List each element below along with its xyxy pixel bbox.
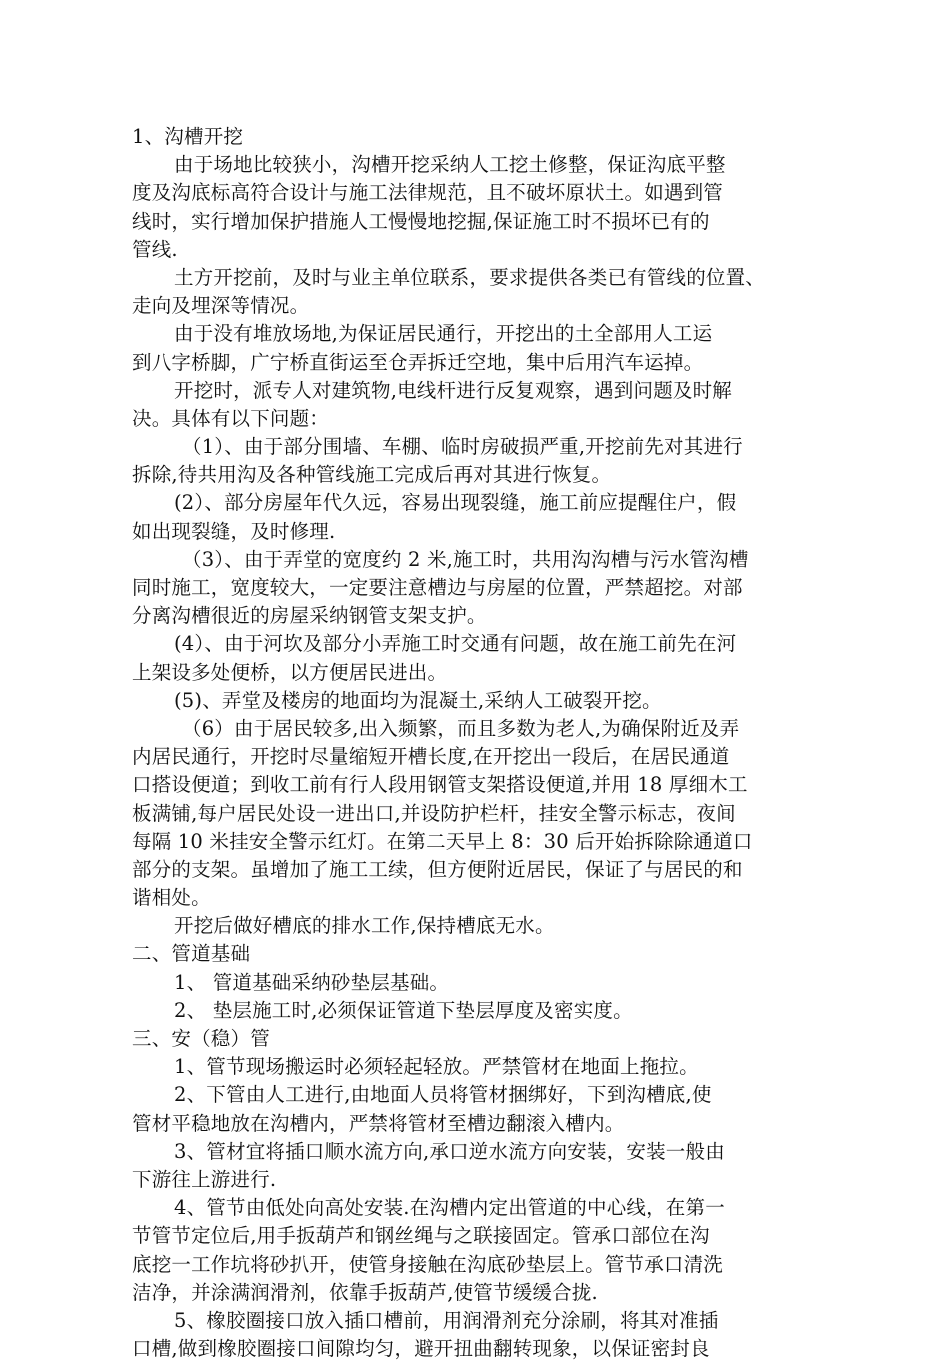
text-line: 走向及埋深等情况。 [132, 294, 310, 318]
text-line: 每隔 10 米挂安全警示红灯。在第二天早上 8：30 后开始拆除除通道口 [132, 829, 753, 853]
document-body [132, 123, 852, 1363]
text-line: 1、管节现场搬运时必须轻起轻放。严禁管材在地面上拖拉。 [174, 1055, 699, 1079]
text-line: 部分的支架。虽增加了施工工续，但方便附近居民，保证了与居民的和 [132, 857, 743, 881]
text-line: 开挖后做好槽底的排水工作,保持槽底无水。 [174, 914, 555, 938]
text-line: (5)、弄堂及楼房的地面均为混凝土,采纳人工破裂开挖。 [174, 688, 662, 712]
text-line: 口搭设便道；到收工前有行人段用钢管支架搭设便道,并用 18 厚细木工 [132, 773, 748, 797]
text-line: 底挖一工作坑将砂扒开，使管身接触在沟底砂垫层上。管节承口清洗 [132, 1252, 724, 1276]
text-line: 板满铺,每户居民处设一进出口,并设防护栏杆，挂安全警示标志，夜间 [132, 801, 736, 825]
text-line: 2、下管由人工进行,由地面人员将管材捆绑好，下到沟槽底,使 [174, 1083, 712, 1107]
text-line: 到八字桥脚，广宁桥直街运至仓弄拆迁空地，集中后用汽车运掉。 [132, 350, 704, 374]
text-line: 土方开挖前，及时与业主单位联系，要求提供各类已有管线的位置、 [174, 265, 766, 289]
text-line: 下游往上游进行. [132, 1167, 277, 1191]
text-line: 管线. [132, 237, 178, 261]
text-line: 三、安（稳）管 [132, 1027, 270, 1050]
text-line: 管材平稳地放在沟槽内，严禁将管材至槽边翻滚入槽内。 [132, 1111, 625, 1135]
text-line: 线时，实行增加保护措施人工慢慢地挖掘,保证施工时不损坏已有的 [132, 209, 710, 233]
text-line: （6）由于居民较多,出入频繁，而且多数为老人,为确保附近及弄 [182, 716, 740, 740]
text-line: 1、 管道基础采纳砂垫层基础。 [174, 970, 450, 994]
text-line: 如出现裂缝，及时修理. [132, 519, 336, 543]
text-line: 分离沟槽很近的房屋采纳钢管支架支护。 [132, 604, 487, 628]
text-line: 二、管道基础 [132, 942, 251, 966]
text-line: （1）、由于部分围墙、车棚、临时房破损严重,开挖前先对其进行 [182, 435, 743, 459]
text-line: 决。具体有以下问题： [132, 406, 330, 430]
text-line: 由于没有堆放场地,为保证居民通行，开挖出的土全部用人工运 [174, 322, 713, 346]
text-line: 开挖时，派专人对建筑物,电线杆进行反复观察，遇到问题及时解 [174, 378, 732, 402]
text-line: 洁净，并涂满润滑剂，依靠手扳葫芦,使管节缓缓合拢. [132, 1280, 598, 1304]
text-line: 内居民通行，开挖时尽量缩短开槽长度,在开挖出一段后，在居民通道 [132, 745, 730, 769]
text-line: 上架设多处便桥，以方便居民进出。 [132, 660, 448, 684]
text-line: 4、管节由低处向高处安装.在沟槽内定出管道的中心线，在第一 [174, 1196, 725, 1220]
text-line: 由于场地比较狭小，沟槽开挖采纳人工挖土修整，保证沟底平整 [174, 153, 726, 177]
text-line: 5、橡胶圈接口放入插口槽前，用润滑剂充分涂刷，将其对准插 [174, 1308, 719, 1332]
text-line: 节管节定位后,用手扳葫芦和钢丝绳与之联接固定。管承口部位在沟 [132, 1224, 710, 1248]
text-line: 谐相处。 [132, 886, 211, 910]
text-line: 口槽,做到橡胶圈接口间隙均匀，避开扭曲翻转现象，以保证密封良 [132, 1337, 710, 1361]
text-line: (4）、由于河坎及部分小弄施工时交通有问题，故在施工前先在河 [174, 632, 737, 656]
text-line: 拆除,待共用沟及各种管线施工完成后再对其进行恢复。 [132, 463, 612, 487]
text-line: 2、 垫层施工时,必须保证管道下垫层厚度及密实度。 [174, 998, 633, 1022]
text-line: 同时施工，宽度较大，一定要注意槽边与房屋的位置，严禁超挖。对部 [132, 576, 743, 599]
text-line: 1、沟槽开挖 [132, 125, 244, 148]
text-line: 3、管材宜将插口顺水流方向,承口逆水流方向安装，安装一般由 [174, 1139, 725, 1163]
text-line: （3）、由于弄堂的宽度约 2 米,施工时，共用沟沟槽与污水管沟槽 [182, 547, 749, 571]
text-line: 度及沟底标高符合设计与施工法律规范，且不破坏原状土。如遇到管 [132, 181, 724, 205]
text-line: (2）、部分房屋年代久远，容易出现裂缝，施工前应提醒住户，假 [174, 491, 737, 515]
